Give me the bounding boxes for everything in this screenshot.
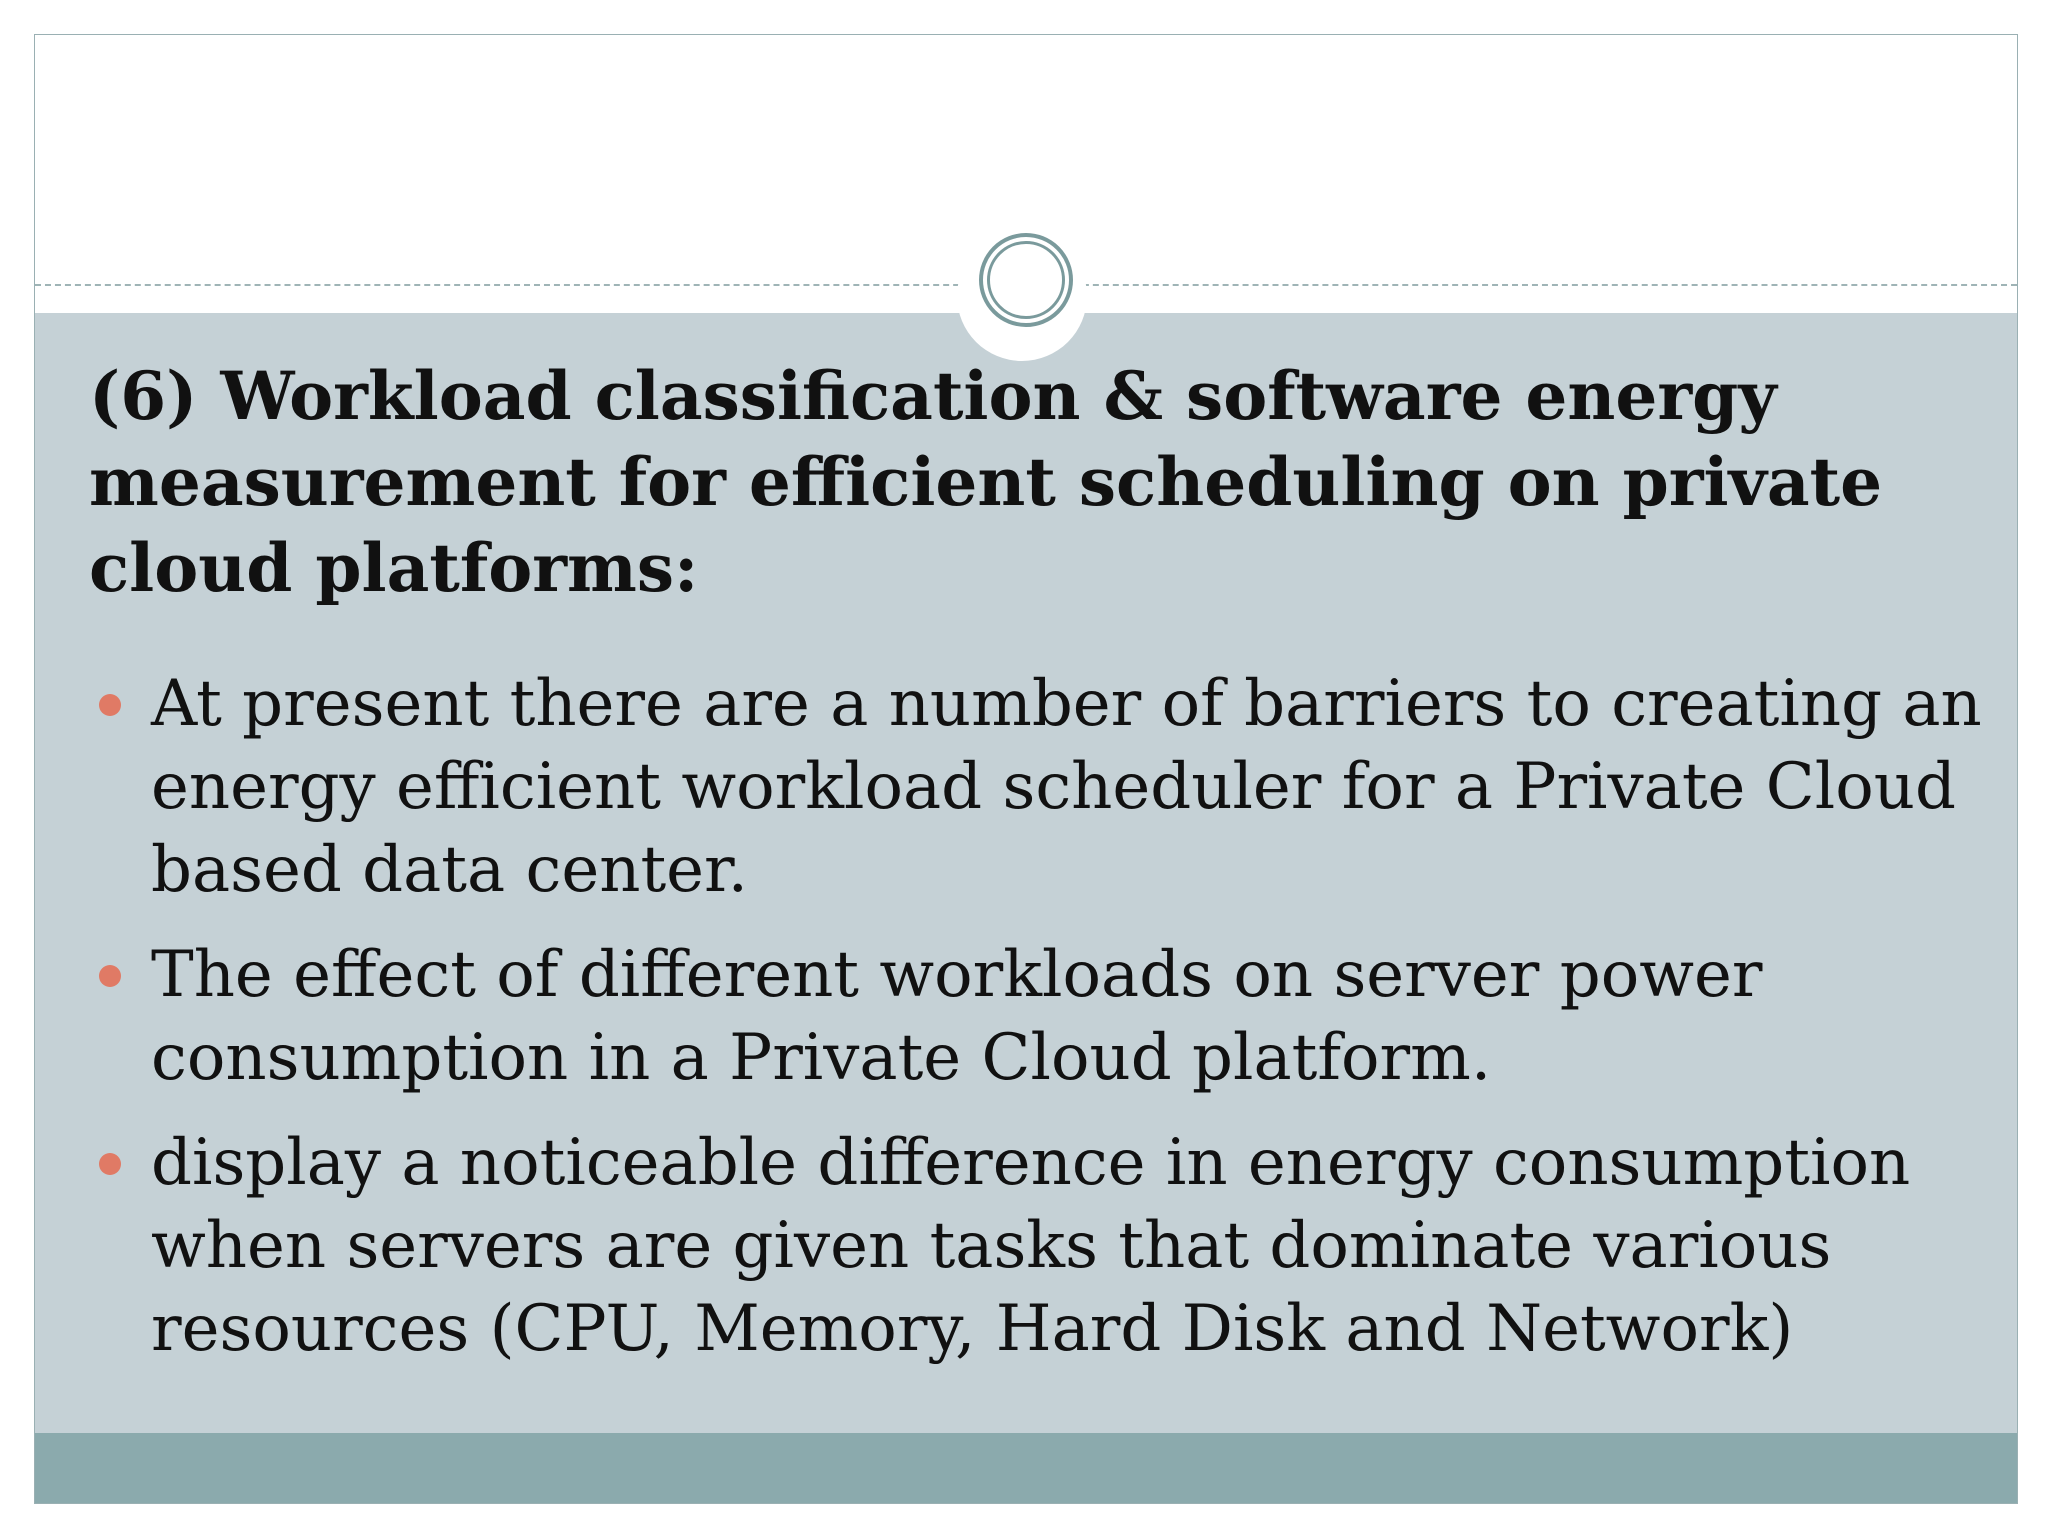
bullet-text: At present there are a number of barriers to creating an energy efficient workload scheduler for a Private Cloud based data center. [151,667,1982,907]
bullet-dot-icon [99,694,121,716]
bullet-item [89,1122,1989,1371]
bullet-text: The effect of different workloads on server power consumption in a Private Cloud platform. [151,938,1763,1095]
bullet-item [89,663,1989,912]
bullet-dot-icon [99,1153,121,1175]
footer-band [35,1433,2017,1503]
ornament-inner-ring [987,241,1065,319]
bullet-text: display a noticeable difference in energy consumption when servers are given tasks that dominate various resources (CPU, Memory, Hard Disk and Network) [151,1126,1911,1366]
bullet-dot-icon [99,965,121,987]
slide [34,34,2018,1504]
slide-title: (6) Workload classification & software energy measurement for efficient scheduling on private cloud platforms: [89,357,1883,607]
bullet-item [89,934,1989,1100]
bullet-list [89,663,1989,1393]
